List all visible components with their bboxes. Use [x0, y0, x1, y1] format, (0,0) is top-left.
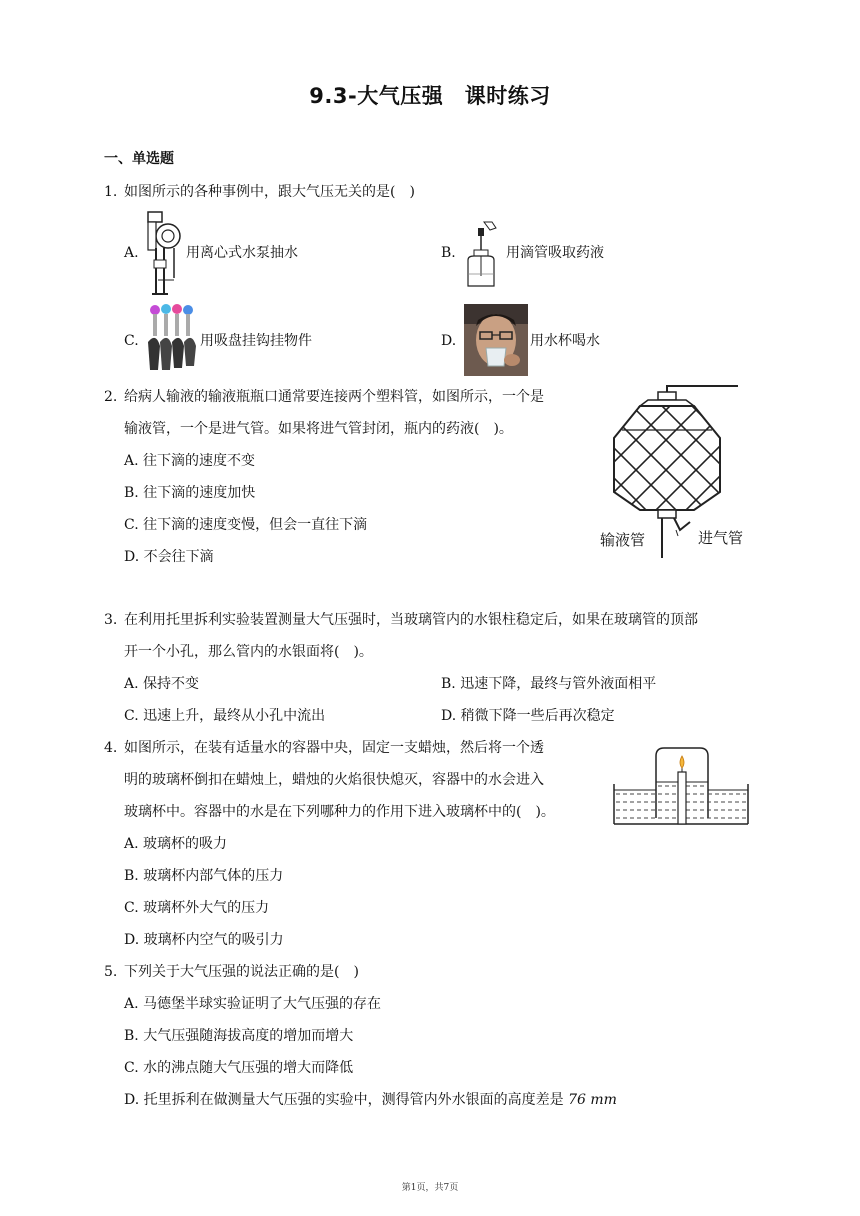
question-1-stem: 如图所示的各种事例中，跟大气压无关的是( )	[124, 184, 415, 200]
section-heading: 一、单选题	[104, 151, 174, 167]
question-3-stem-line-1: 在利用托里拆利实验装置测量大气压强时，当玻璃管内的水银柱稳定后，如果在玻璃管的顶部	[124, 612, 698, 628]
q3-option-b	[441, 674, 656, 694]
q1-option-d-text: 用水杯喝水	[530, 333, 600, 349]
question-5-stem: 下列关于大气压强的说法正确的是( )	[124, 964, 359, 980]
question-5-number: 5.	[104, 964, 118, 980]
q4-option-b	[124, 866, 283, 886]
q3-option-b-letter: B.	[441, 676, 456, 692]
q4-option-a-letter: A.	[124, 836, 139, 852]
q2-option-a	[124, 451, 255, 471]
q3-option-b-text: 迅速下降，最终与管外液面相平	[460, 676, 657, 692]
q3-option-c-letter: C.	[124, 708, 139, 724]
q3-option-d-letter: D.	[441, 708, 457, 724]
q5-option-c-letter: C.	[124, 1060, 139, 1076]
q2-option-a-text: 往下滴的速度不变	[143, 453, 256, 469]
q4-option-d	[124, 930, 284, 950]
q2-option-d-text: 不会往下滴	[143, 549, 214, 565]
question-1-number: 1.	[104, 184, 118, 200]
q2-option-b	[124, 483, 255, 503]
q2-option-d-letter: D.	[124, 549, 140, 565]
q2-option-c	[124, 515, 367, 535]
question-2-number: 2.	[104, 389, 118, 405]
q5-option-c-text: 水的沸点随大气压强的增大而降低	[143, 1060, 354, 1076]
question-2-stem-line-2: 输液管，一个是进气管。如果将进气管封闭，瓶内的药液( )。	[124, 421, 513, 437]
q3-option-a-letter: A.	[124, 676, 139, 692]
q5-option-d-math: 76 mm	[568, 1092, 617, 1108]
dropper-bottle-icon	[462, 220, 502, 290]
question-3-stem-line-2: 开一个小孔，那么管内的水银面将( )。	[124, 644, 373, 660]
q5-option-b-letter: B.	[124, 1028, 139, 1044]
q1-option-c-letter: C.	[124, 333, 139, 349]
q4-option-c-letter: C.	[124, 900, 139, 916]
q5-option-d	[124, 1090, 617, 1110]
candle-glass-figure	[612, 744, 750, 826]
q5-option-a-text: 马德堡半球实验证明了大气压强的存在	[143, 996, 382, 1012]
q3-option-d-text: 稍微下降一些后再次稳定	[460, 708, 615, 724]
q3-option-a	[124, 674, 199, 694]
q4-option-a-text: 玻璃杯的吸力	[143, 836, 228, 852]
question-4-stem-line-3: 玻璃杯中。容器中的水是在下列哪种力的作用下进入玻璃杯中的( )。	[124, 804, 555, 820]
q1-option-a-letter: A.	[124, 245, 139, 261]
q5-option-a	[124, 994, 381, 1014]
q1-option-a-text: 用离心式水泵抽水	[186, 245, 298, 261]
q5-option-d-letter: D.	[124, 1092, 140, 1108]
q4-option-b-text: 玻璃杯内部气体的压力	[143, 868, 284, 884]
q5-option-b-text: 大气压强随海拔高度的增加而增大	[143, 1028, 354, 1044]
q1-option-b-letter: B.	[441, 245, 456, 261]
q5-option-a-letter: A.	[124, 996, 139, 1012]
q2-option-c-text: 往下滴的速度变慢，但会一直往下滴	[143, 517, 368, 533]
q3-option-c	[124, 706, 325, 726]
q4-option-d-text: 玻璃杯内空气的吸引力	[143, 932, 284, 948]
page-title: 9.3-大气压强 课时练习	[309, 84, 551, 108]
question-4-stem-line-1: 如图所示，在装有适量水的容器中央，固定一支蜡烛，然后将一个透	[124, 740, 544, 756]
q5-option-b	[124, 1026, 353, 1046]
q2-option-b-letter: B.	[124, 485, 139, 501]
q2-option-c-letter: C.	[124, 517, 139, 533]
figure-label-air-tube: 进气管	[698, 529, 744, 547]
question-2-stem-line-1: 给病人输液的输液瓶瓶口通常要连接两个塑料管，如图所示，一个是	[124, 389, 544, 405]
q1-option-b-text: 用滴管吸取药液	[506, 245, 604, 261]
question-3-number: 3.	[104, 612, 118, 628]
question-4-number: 4.	[104, 740, 118, 756]
centrifugal-pump-icon	[144, 208, 186, 300]
q5-option-c	[124, 1058, 353, 1078]
q2-option-d	[124, 547, 214, 567]
page-footer: 第1页，共7页	[401, 1183, 459, 1193]
q1-option-d-letter: D.	[441, 333, 457, 349]
q4-option-c	[124, 898, 269, 918]
q3-option-d	[441, 706, 615, 726]
q2-option-a-letter: A.	[124, 453, 139, 469]
q3-option-c-text: 迅速上升，最终从小孔中流出	[143, 708, 326, 724]
q2-option-b-text: 往下滴的速度加快	[143, 485, 256, 501]
figure-label-infusion-tube: 输液管	[600, 531, 646, 549]
q1-option-c-text: 用吸盘挂钩挂物件	[200, 333, 312, 349]
q5-option-d-text: 托里拆利在做测量大气压强的实验中，测得管内外水银面的高度差是	[143, 1092, 564, 1108]
question-4-stem-line-2: 明的玻璃杯倒扣在蜡烛上，蜡烛的火焰很快熄灭，容器中的水会进入	[124, 772, 544, 788]
person-drinking-photo	[464, 304, 528, 376]
q4-option-d-letter: D.	[124, 932, 140, 948]
suction-hooks-icon	[146, 302, 198, 372]
q4-option-a	[124, 834, 227, 854]
q4-option-b-letter: B.	[124, 868, 139, 884]
q4-option-c-text: 玻璃杯外大气的压力	[143, 900, 270, 916]
q3-option-a-text: 保持不变	[143, 676, 200, 692]
